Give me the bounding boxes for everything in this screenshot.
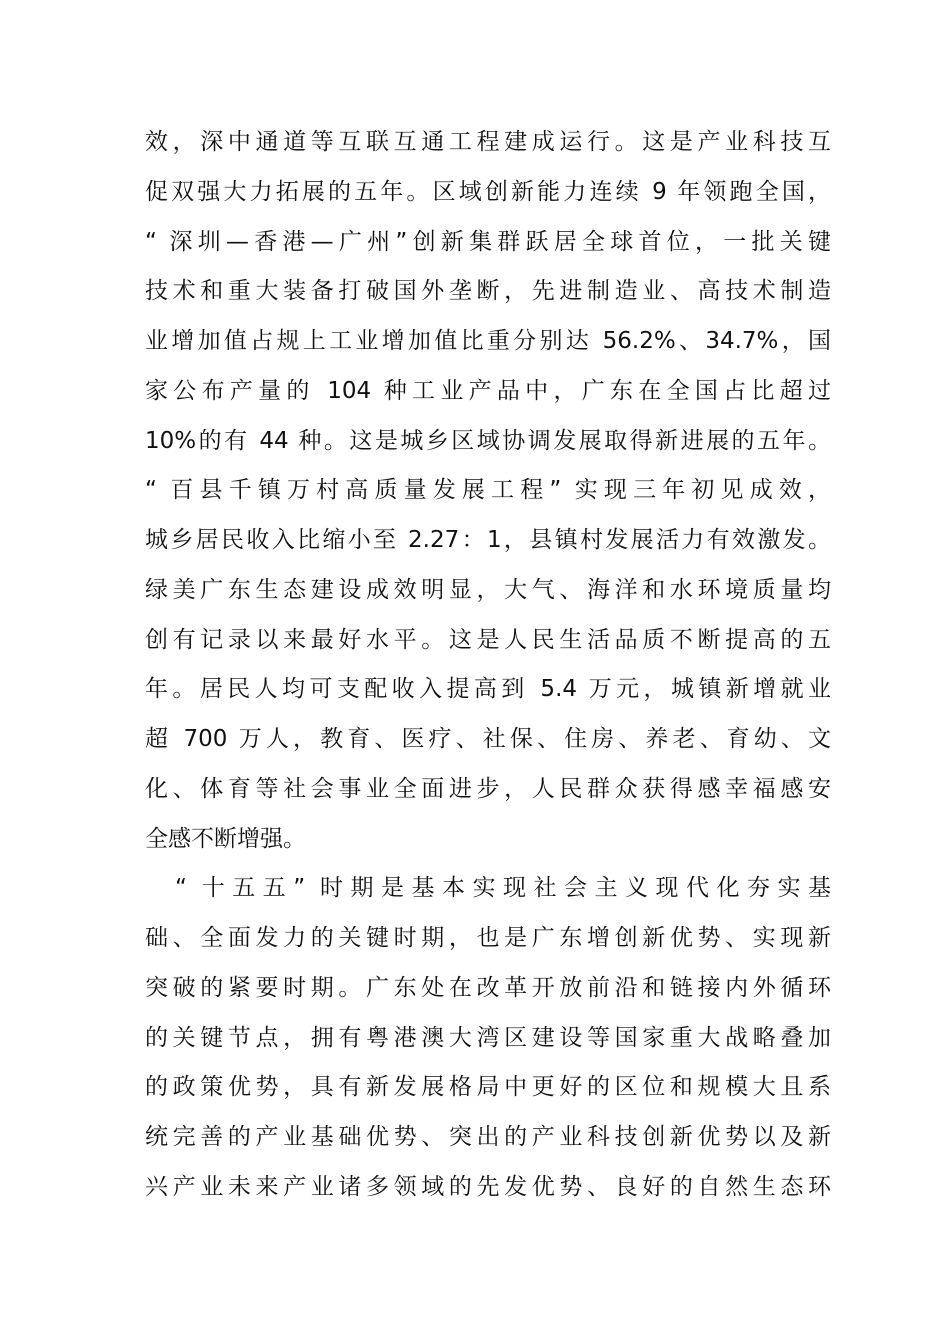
text-line: 绿美广东生态建设成效明显，大气、海洋和水环境质量均 — [145, 576, 831, 603]
paragraph-achievements — [145, 118, 831, 864]
text-line: 的政策优势，具有新发展格局中更好的区位和规模大且系 — [145, 1074, 831, 1101]
text-line: 化、体育等社会事业全面进步，人民群众获得感幸福感安 — [145, 775, 831, 802]
text-line: “ 深圳—香港—广州”创新集群跃居全球首位，一批关键 — [145, 228, 831, 255]
text-line: 创有记录以来最好水平。这是人民生活品质不断提高的五 — [145, 626, 831, 653]
text-line: 业增加值占规上工业增加值比重分别达 56.2%、34.7%，国 — [145, 328, 831, 354]
text-line: 兴产业未来产业诸多领域的先发优势、良好的自然生态环 — [145, 1173, 831, 1200]
text-line: 家公布产量的 104 种工业产品中，广东在全国占比超过 — [145, 377, 831, 404]
text-line: “ 十五五” 时期是基本实现社会主义现代化夯实基 — [175, 875, 831, 902]
text-line: 促双强大力拓展的五年。区域创新能力连续 9 年领跑全国， — [145, 178, 831, 205]
text-line: 统完善的产业基础优势、突出的产业科技创新优势以及新 — [145, 1124, 831, 1150]
text-line: 年。居民人均可支配收入提高到 5.4 万元，城镇新增就业 — [145, 676, 831, 703]
text-line: 10%的有 44 种。这是城乡区域协调发展取得新进展的五年。 — [145, 427, 831, 454]
text-line: “ 百县千镇万村高质量发展工程” 实现三年初见成效， — [145, 477, 831, 504]
document-body — [145, 118, 831, 1213]
text-line: 城乡居民收入比缩小至 2.27：1，县镇村发展活力有效激发。 — [145, 527, 831, 553]
text-line: 效，深中通道等互联互通工程建成运行。这是产业科技互 — [145, 129, 831, 155]
text-line: 超 700 万人，教育、医疗、社保、住房、养老、育幼、文 — [145, 726, 831, 752]
text-line: 的关键节点，拥有粤港澳大湾区建设等国家重大战略叠加 — [145, 1024, 831, 1051]
text-line: 础、全面发力的关键时期，也是广东增创新优势、实现新 — [145, 925, 831, 951]
paragraph-fifteenth-five-year — [145, 864, 831, 1212]
text-line: 技术和重大装备打破国外垄断，先进制造业、高技术制造 — [145, 278, 831, 305]
text-line: 突破的紧要时期。广东处在改革开放前沿和链接内外循环 — [145, 974, 831, 1001]
text-line: 全感不断增强。 — [145, 825, 306, 852]
